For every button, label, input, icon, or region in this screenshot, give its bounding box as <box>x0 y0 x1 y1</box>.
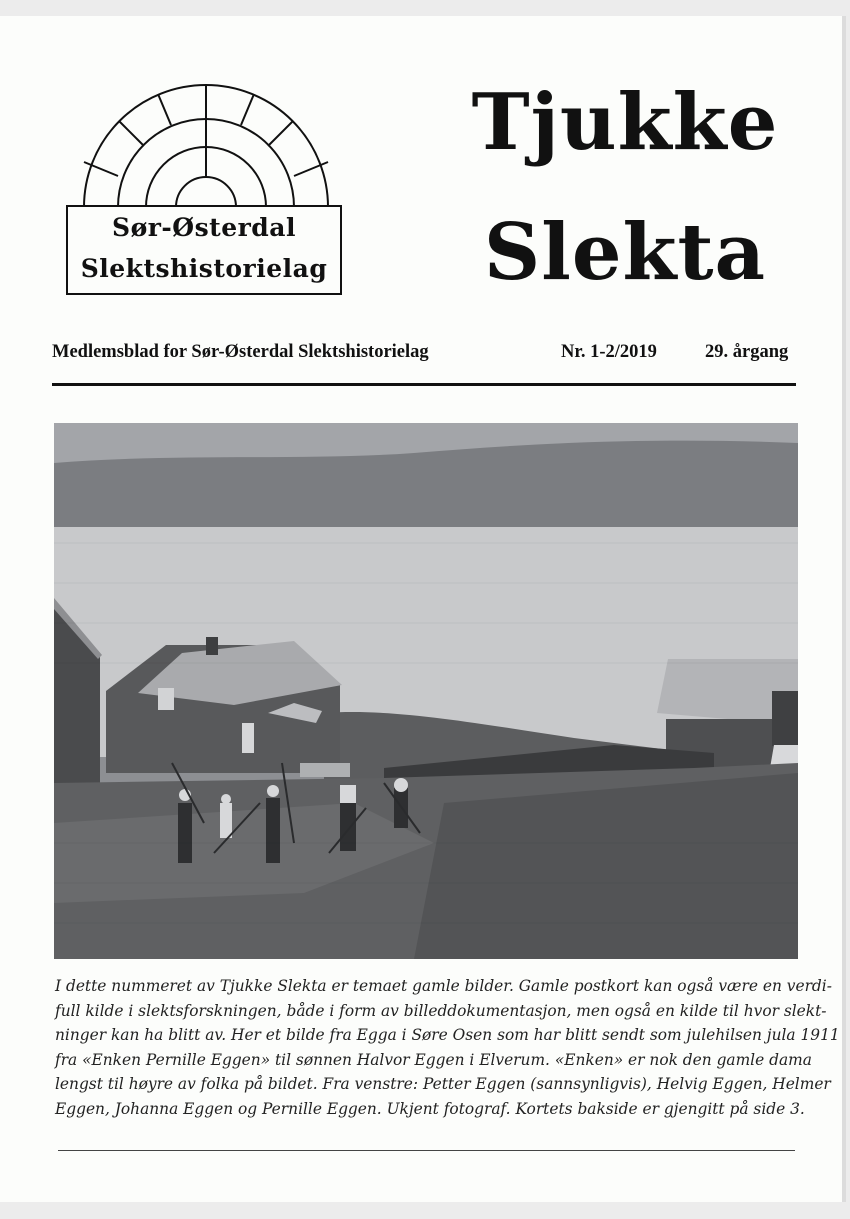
masthead-subtitle: Medlemsblad for Sør-Østerdal Slektshistorielag <box>52 342 429 362</box>
caption-line: ninger kan ha blitt av. Her et bilde fra Egga i Søre Osen som har blitt sendt som julehilsen jula 1911 <box>55 1026 840 1045</box>
caption-line: fra «Enken Pernille Eggen» til sønnen Halvor Eggen i Elverum. «Enken» er nok den gamle dama <box>55 1050 812 1069</box>
volume-year: 29. årgang <box>705 342 789 362</box>
caption-line: I dette nummeret av Tjukke Slekta er temaet gamle bilder. Gamle postkort kan også være en verdi- <box>55 977 832 995</box>
society-logo <box>66 82 346 298</box>
logo-line-2: Slektshistorielag <box>80 254 328 283</box>
cover-photo <box>54 423 798 959</box>
magazine-cover-page <box>0 16 846 1202</box>
half-wheel-arch-icon <box>66 82 346 212</box>
logo-line-1: Sør-Østerdal <box>112 213 296 242</box>
caption-divider <box>58 1150 795 1151</box>
issue-number: Nr. 1-2/2019 <box>561 342 657 362</box>
masthead-divider <box>52 383 796 386</box>
magazine-title-line-2: Slekta <box>483 207 767 298</box>
caption-line: full kilde i slektsforskningen, både i form av billeddokumentasjon, men også en kilde til hvor slekt- <box>55 1001 827 1020</box>
farm-landscape-photo <box>54 423 798 959</box>
caption-line: lengst til høyre av folka på bildet. Fra venstre: Petter Eggen (sannsynligvis), Helvig Eggen, Helmer <box>55 1075 831 1094</box>
photo-caption <box>55 974 840 1122</box>
caption-line: Eggen, Johanna Eggen og Pernille Eggen. Ukjent fotograf. Kortets bakside er gjengitt på side 3. <box>55 1099 805 1118</box>
logo-nameplate <box>66 205 342 295</box>
magazine-title-line-1: Tjukke <box>471 77 779 168</box>
